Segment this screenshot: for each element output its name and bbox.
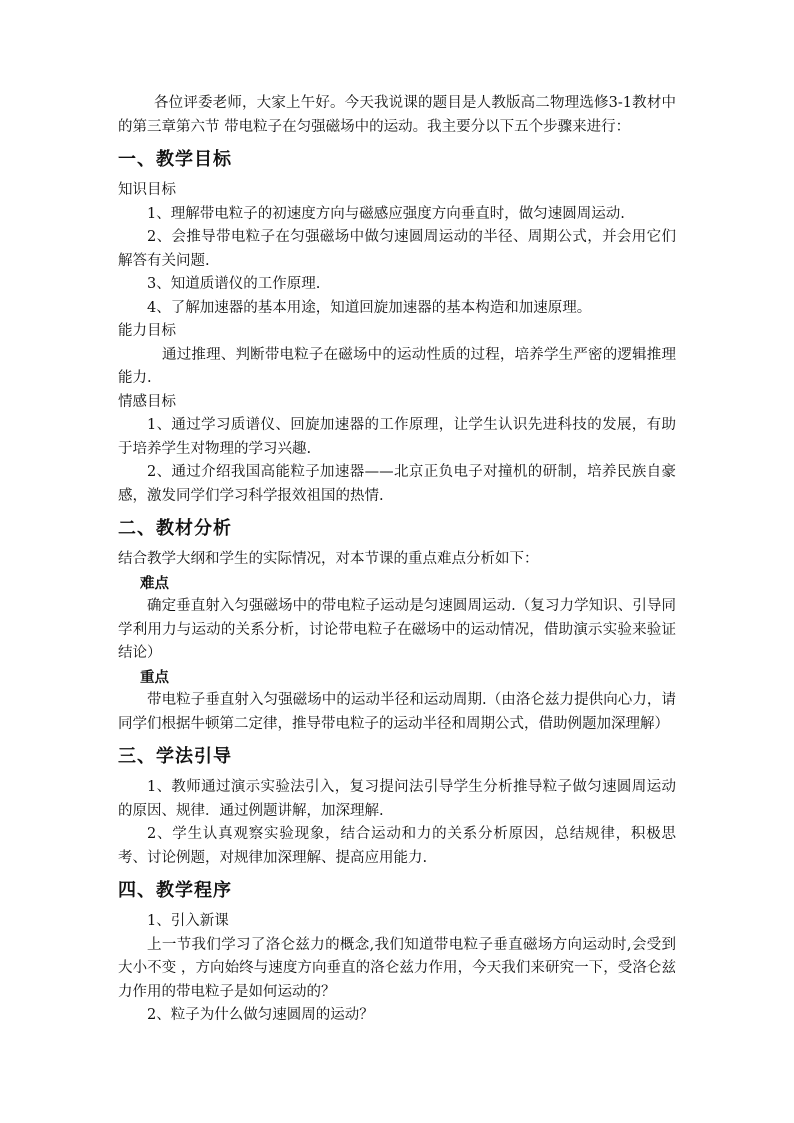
procedure-step-2: 2、粒子为什么做匀速圆周的运动？ — [147, 1007, 374, 1023]
key-point-label: 重点 — [140, 668, 169, 686]
emotion-goal-1: 1、通过学习质谱仪、回旋加速器的工作原理，让学生认识先进科技的发展，有助于培养学生对物理的学习兴趣. — [118, 417, 676, 457]
emotion-goal-2: 2、通过介绍我国高能粒子加速器——北京正负电子对撞机的研制，培养民族自豪感，激发同学们学习科学报效祖国的热情. — [118, 464, 676, 504]
difficult-point-label: 难点 — [140, 574, 169, 592]
knowledge-goal-3: 3、知道质谱仪的工作原理. — [147, 276, 321, 292]
key-point-text: 带电粒子垂直射入匀强磁场中的运动半径和运动周期.（由洛仑兹力提供向心力，请同学们根据牛顿第二定律，推导带电粒子的运动半径和周期公式，借助例题加深理解） — [118, 692, 676, 732]
knowledge-goal-1: 1、理解带电粒子的初速度方向与磁感应强度方向垂直时，做匀速圆周运动. — [147, 205, 625, 222]
difficult-point-text: 确定垂直射入匀强磁场中的带电粒子运动是匀速圆周运动.（复习力学知识、引导同学利用力与运动的关系分析，讨论带电粒子在磁场中的运动情况，借助演示实验来验证结论） — [118, 598, 676, 661]
section-heading-objectives: 一、教学目标 — [118, 149, 232, 170]
knowledge-goals-label: 知识目标 — [118, 182, 176, 198]
method-2: 2、学生认真观察实验现象，结合运动和力的关系分析原因，总结规律，积极思考、讨论例题，对规律加深理解、提高应用能力. — [118, 826, 676, 866]
method-1: 1、教师通过演示实验法引入，复习提问法引导学生分析推导粒子做匀速圆周运动的原因、规律．通过例题讲解，加深理解. — [118, 779, 676, 819]
procedure-step-1: 1、引入新课 — [147, 913, 229, 929]
ability-goal-1: 通过推理、判断带电粒子在磁场中的运动性质的过程，培养学生严密的逻辑推理能力. — [118, 346, 676, 386]
section-heading-methods: 三、学法引导 — [118, 746, 232, 767]
emotion-goals-label: 情感目标 — [118, 393, 176, 410]
section-heading-analysis: 二、教材分析 — [118, 518, 232, 539]
document-page — [118, 92, 676, 1028]
section-heading-procedure: 四、教学程序 — [118, 880, 232, 901]
intro-paragraph: 各位评委老师，大家上午好。今天我说课的题目是人教版高二物理选修3-1教材中的第三章第六节 带电粒子在匀强磁场中的运动。我主要分以下五个步骤来进行： — [118, 95, 676, 135]
knowledge-goal-2: 2、会推导带电粒子在匀强磁场中做匀速圆周运动的半径、周期公式，并会用它们解答有关问题. — [118, 229, 676, 269]
knowledge-goal-4: 4、了解加速器的基本用途，知道回旋加速器的基本构造和加速原理。 — [147, 299, 592, 316]
ability-goals-label: 能力目标 — [118, 323, 176, 339]
analysis-lead: 结合教学大纲和学生的实际情况，对本节课的重点难点分析如下： — [118, 551, 539, 567]
procedure-step-1-text: 上一节我们学习了洛仑兹力的概念,我们知道带电粒子垂直磁场方向运动时,会受到大小不变 ，方向始终与速度方向垂直的洛仑兹力作用，今天我们来研究一下，受洛仑兹力作用的带电粒子是如何运动的？ — [118, 936, 676, 1000]
